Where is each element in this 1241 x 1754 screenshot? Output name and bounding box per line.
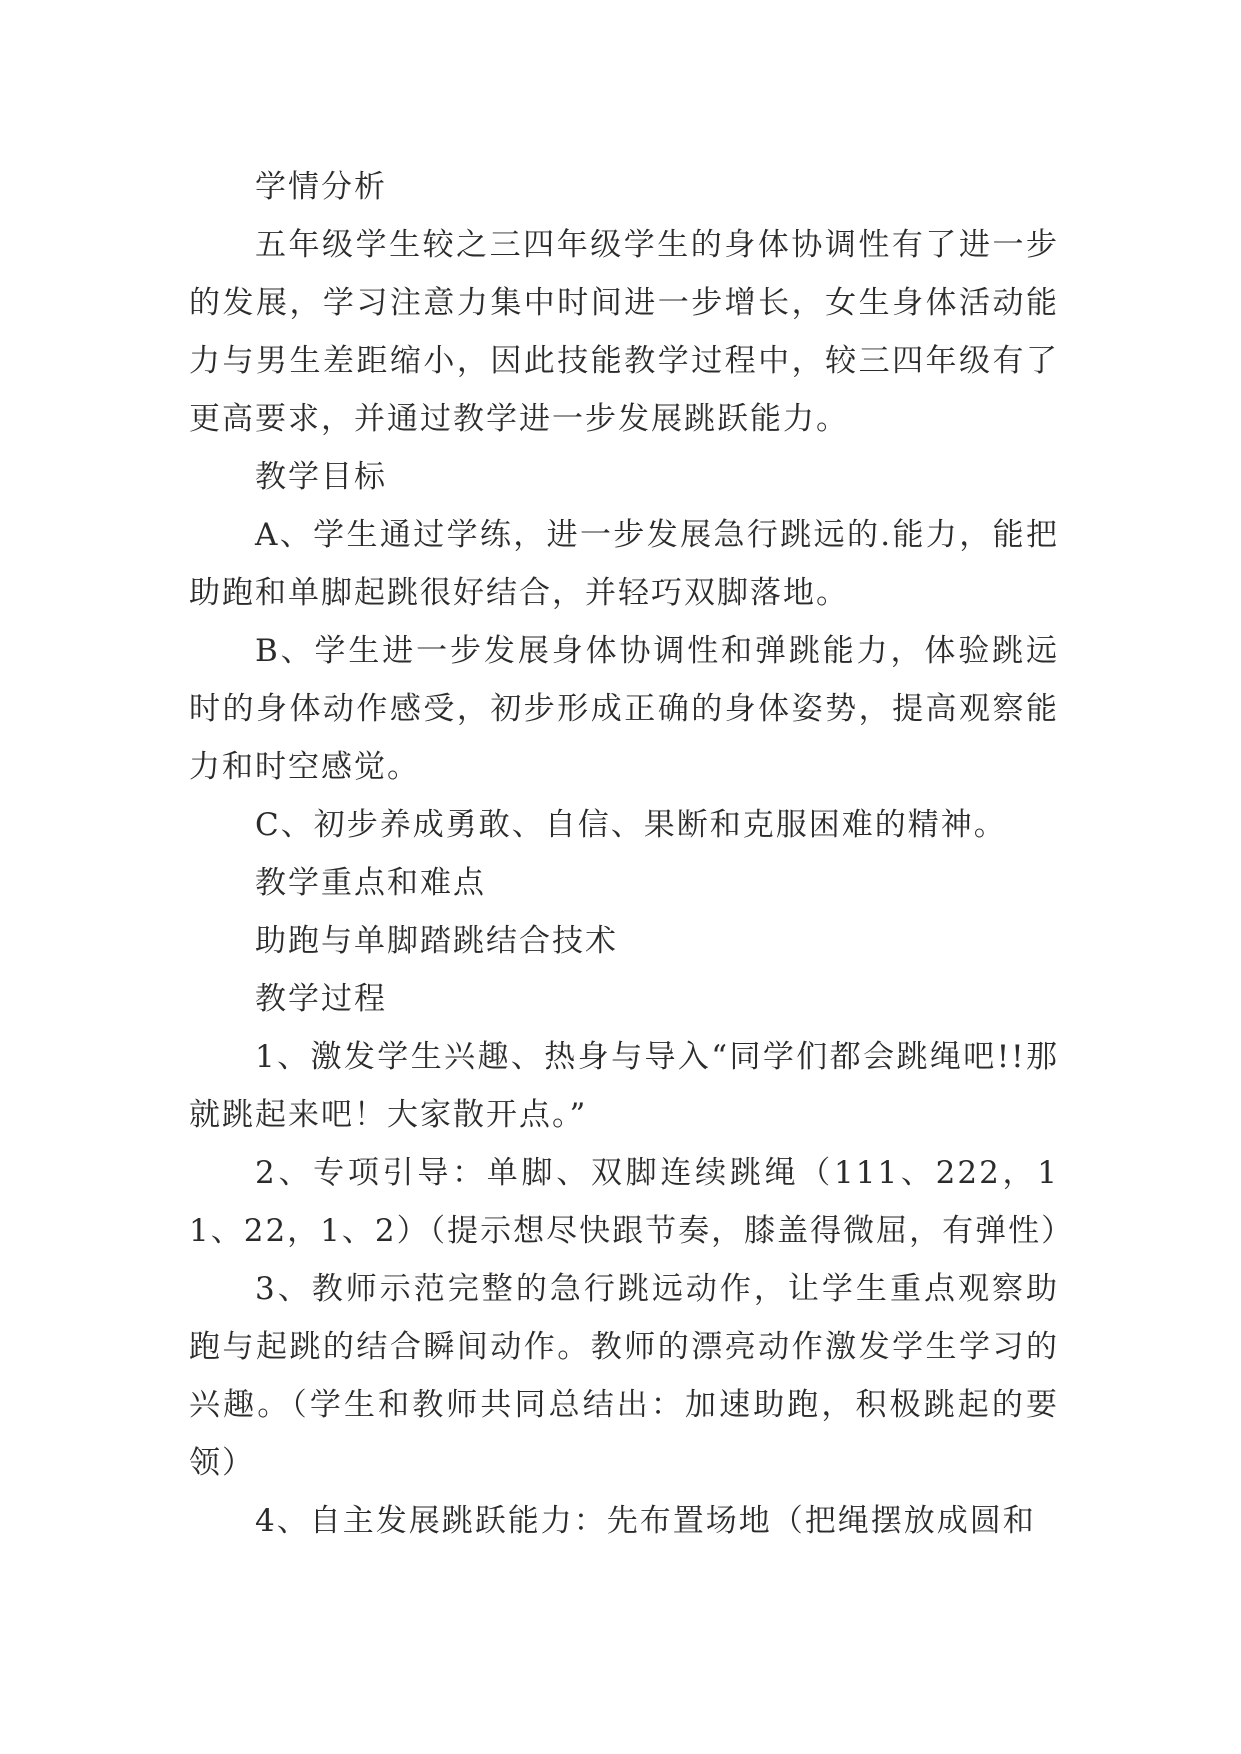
paragraph-analysis: 五年级学生较之三四年级学生的身体协调性有了进一步的发展，学习注意力集中时间进一步增长，女生身体活动能力与男生差距缩小，因此技能教学过程中，较三四年级有了更高要求，并通过教学进一步发展跳跃能力。 [189, 227, 1059, 437]
paragraph-step-1: 1、激发学生兴趣、热身与导入“同学们都会跳绳吧!!那就跳起来吧！大家散开点。” [189, 1039, 1059, 1133]
document-body [189, 158, 1075, 1550]
paragraph-goal-a: A、学生通过学练，进一步发展急行跳远的.能力，能把助跑和单脚起跳很好结合，并轻巧双脚落地。 [189, 517, 1059, 611]
section-heading-analysis: 学情分析 [255, 169, 387, 205]
section-heading-process: 教学过程 [255, 981, 387, 1017]
paragraph-step-2: 2、专项引导：单脚、双脚连续跳绳（111、222，11、22，1、2）（提示想尽快跟节奏，膝盖得微屈，有弹性） [189, 1155, 1075, 1249]
section-heading-goals: 教学目标 [255, 459, 387, 495]
paragraph-goal-c: C、初步养成勇敢、自信、果断和克服困难的精神。 [255, 807, 1007, 843]
paragraph-goal-b: B、学生进一步发展身体协调性和弹跳能力，体验跳远时的身体动作感受，初步形成正确的身体姿势，提高观察能力和时空感觉。 [189, 633, 1059, 785]
paragraph-step-4: 4、自主发展跳跃能力：先布置场地（把绳摆放成圆和 [255, 1503, 1036, 1539]
key-point-text: 助跑与单脚踏跳结合技术 [255, 923, 618, 959]
paragraph-step-3: 3、教师示范完整的急行跳远动作，让学生重点观察助跑与起跳的结合瞬间动作。教师的漂亮动作激发学生学习的兴趣。（学生和教师共同总结出：加速助跑，积极跳起的要领） [189, 1271, 1059, 1481]
section-heading-key-points: 教学重点和难点 [255, 865, 486, 901]
